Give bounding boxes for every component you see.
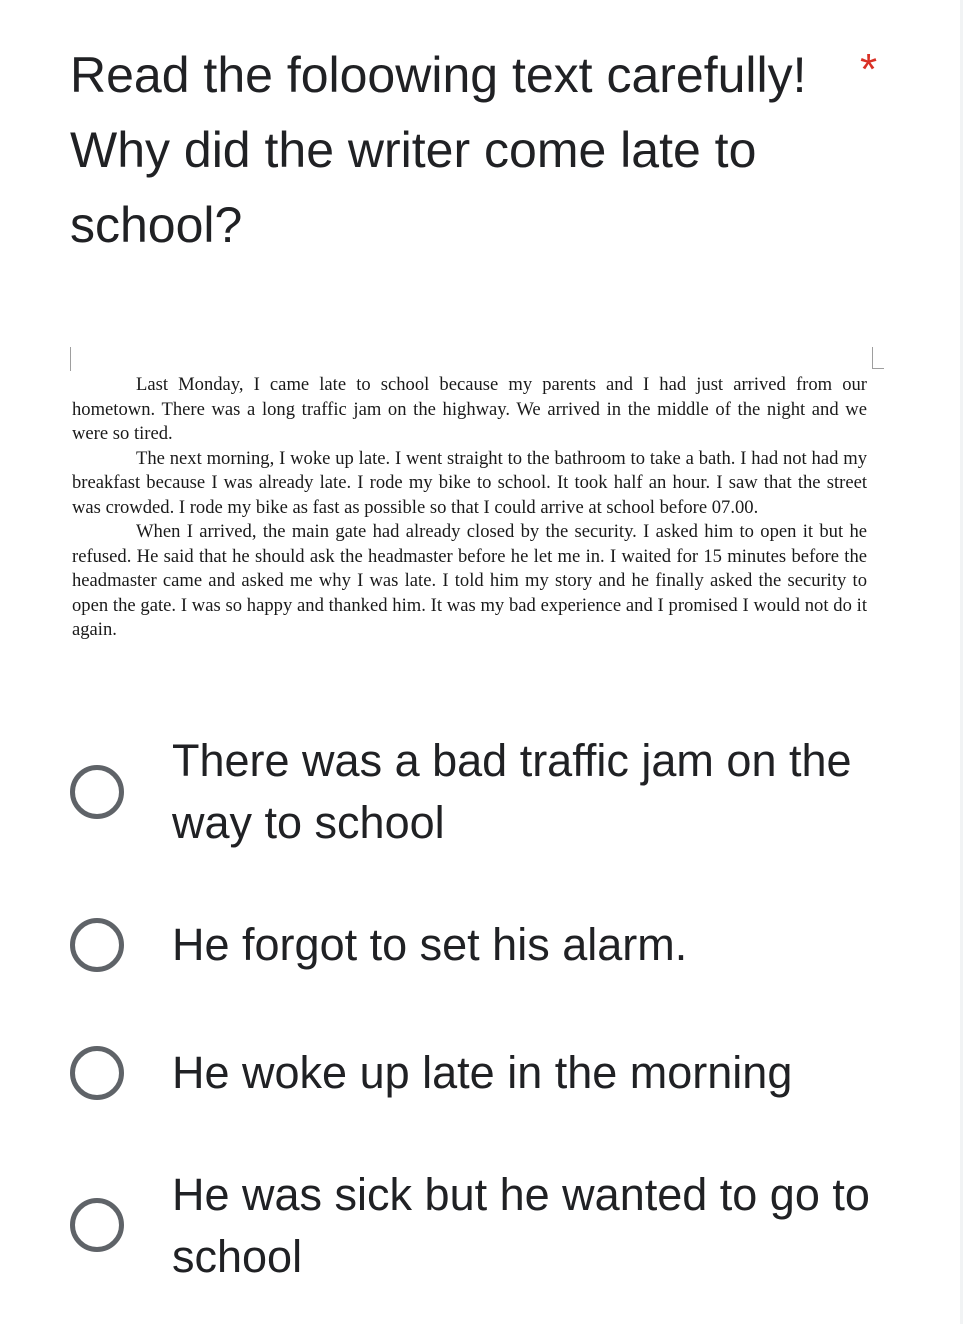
- option-was-sick[interactable]: [70, 1164, 890, 1288]
- option-traffic-jam[interactable]: [70, 730, 890, 854]
- option-label: There was a bad traffic jam on the way to school: [172, 735, 852, 848]
- option-forgot-alarm[interactable]: [70, 914, 890, 976]
- option-label: He forgot to set his alarm.: [172, 919, 688, 970]
- option-label: He woke up late in the morning: [172, 1047, 793, 1098]
- passage-paragraph-2: The next morning, I woke up late. I went straight to the bathroom to take a bath. I had not had my breakfast because I was already late. I rode my bike to school. It took half an hour. I saw that the street was crowded. I rode my bike as fast as possible so that I could arrive at school before 07.00.: [72, 447, 867, 518]
- passage-paragraph-1: Last Monday, I came late to school because my parents and I had just arrived from our hometown. There was a long traffic jam on the highway. We arrived in the middle of the night and we were so tired.: [72, 374, 867, 444]
- radio-button-icon[interactable]: [70, 918, 124, 972]
- required-asterisk: *: [860, 45, 878, 94]
- option-label: He was sick but he wanted to go to school: [172, 1169, 870, 1282]
- radio-button-icon[interactable]: [70, 765, 124, 819]
- radio-button-icon[interactable]: [70, 1198, 124, 1252]
- option-woke-up-late[interactable]: [70, 1042, 890, 1104]
- crop-mark-left: [70, 347, 71, 371]
- passage-text: [72, 373, 867, 643]
- radio-button-icon[interactable]: [70, 1046, 124, 1100]
- passage-image: [68, 345, 886, 675]
- passage-paragraph-3: When I arrived, the main gate had already closed by the security. I asked him to open it but he refused. He said that he should ask the headmaster before he let me in. I waited for 15 minutes before the headmaster came and asked me why I was late. I told him my story and he finally asked the security to open the gate. I was so happy and thanked him. It was my bad experience and I promised I would not do it again.: [72, 521, 867, 640]
- crop-mark-right: [872, 347, 884, 369]
- question-title: Read the foloowing text carefully! Why did the writer come late to school?: [70, 47, 807, 253]
